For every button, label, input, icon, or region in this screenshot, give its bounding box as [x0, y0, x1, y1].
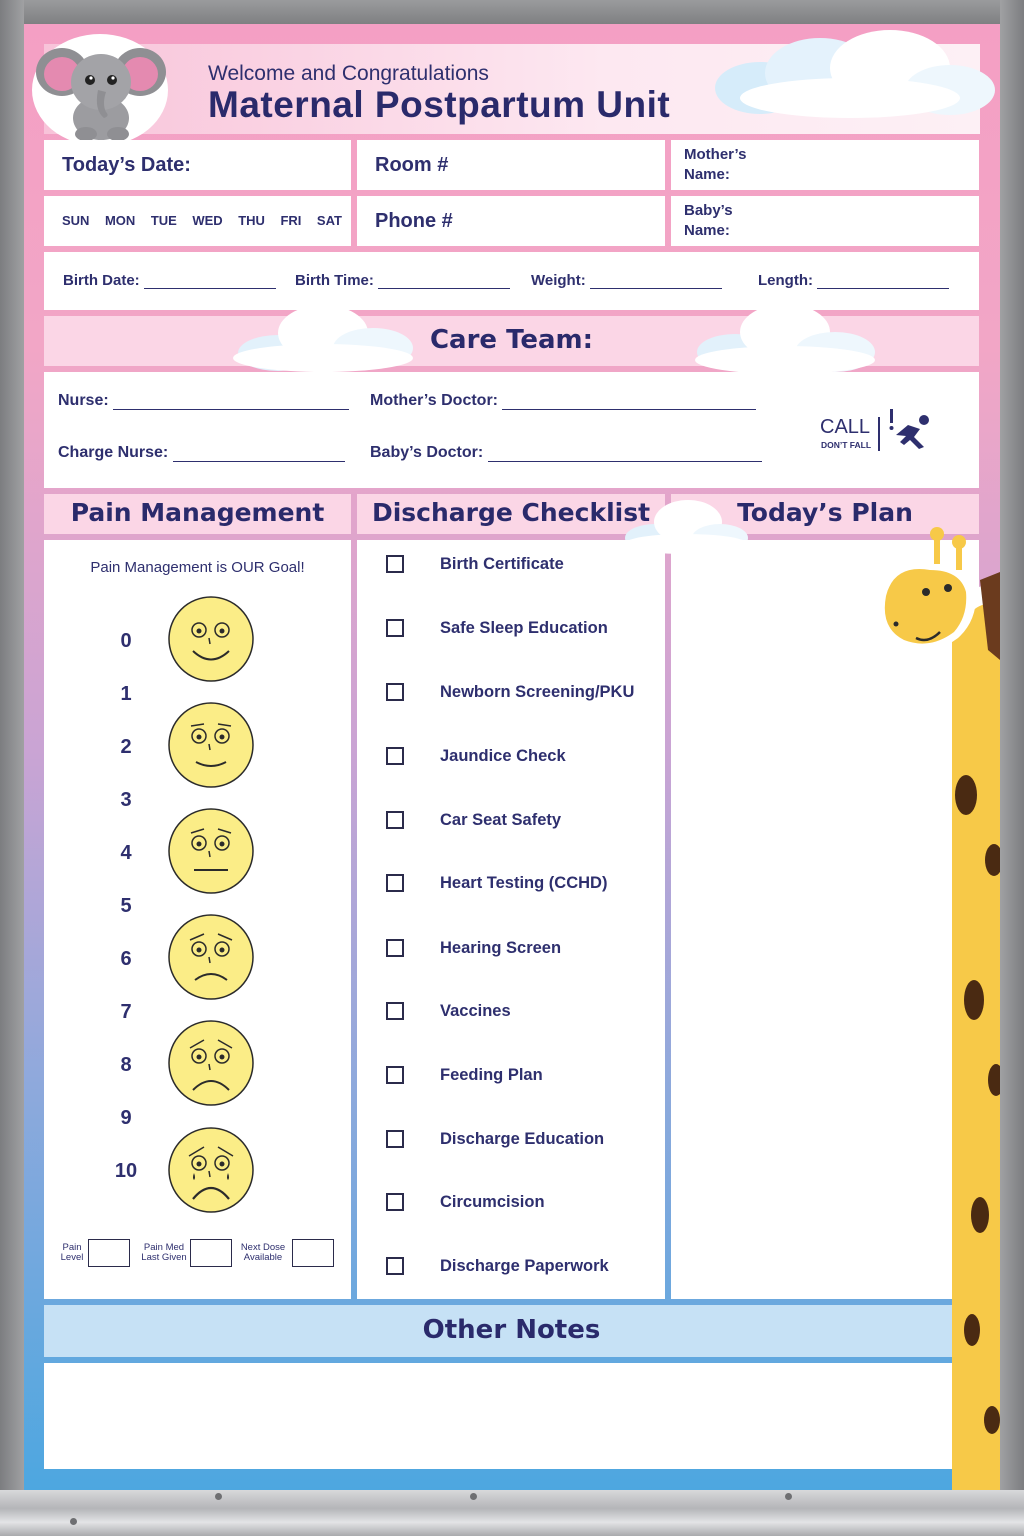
mothers-doctor-label: Mother’s Doctor:: [370, 392, 498, 409]
cloud-illustration: [228, 298, 418, 378]
other-notes-title: Other Notes: [422, 1315, 601, 1345]
baby-name-cell[interactable]: [671, 196, 979, 246]
marker-tray: [0, 1490, 1024, 1536]
day-tue[interactable]: TUE: [150, 213, 177, 228]
discharge-panel: [357, 540, 665, 1299]
plan-title: Today’s Plan: [737, 498, 913, 527]
room-label: Room #: [375, 154, 449, 176]
pain-level-0: 0: [120, 630, 132, 652]
weight-line[interactable]: [590, 273, 722, 289]
pain-level-5: 5: [120, 895, 132, 917]
check-label-discharge-paperwork: Discharge Paperwork: [440, 1257, 609, 1275]
checkbox-vaccines[interactable]: [386, 1002, 404, 1020]
cloud-illustration: [700, 28, 1000, 128]
next-dose-caption: Next Dose Available: [240, 1242, 286, 1263]
pain-level-6: 6: [120, 948, 132, 970]
board-frame-right: [1000, 0, 1024, 1536]
falling-person-icon: [884, 407, 934, 453]
pain-title: Pain Management: [70, 498, 325, 527]
weight-field[interactable]: [531, 272, 722, 289]
face-hurts-more-icon: [166, 806, 256, 896]
day-mon[interactable]: MON: [104, 213, 136, 228]
mothers-doctor-field[interactable]: [370, 392, 756, 410]
weight-label: Weight:: [531, 272, 586, 289]
checkbox-car-seat[interactable]: [386, 811, 404, 829]
length-field[interactable]: [758, 272, 949, 289]
badge-divider: [878, 417, 880, 451]
check-label-circumcision: Circumcision: [440, 1193, 545, 1211]
birth-time-field[interactable]: [295, 272, 510, 289]
pain-goal-text: Pain Management is OUR Goal!: [90, 559, 305, 576]
mother-name-cell[interactable]: [671, 140, 979, 190]
care-team-title: Care Team:: [429, 325, 594, 355]
pain-level-4: 4: [120, 842, 132, 864]
pain-med-box[interactable]: [190, 1239, 232, 1267]
board-frame-top: [0, 0, 1024, 24]
phone-label: Phone #: [375, 210, 453, 232]
check-label-newborn-screening: Newborn Screening/PKU: [440, 683, 635, 701]
babys-doctor-field[interactable]: [370, 444, 762, 462]
face-hurts-little-icon: [166, 700, 256, 790]
pain-level-caption: Pain Level: [60, 1242, 84, 1263]
face-hurts-worst-icon: [166, 1125, 256, 1215]
nurse-field[interactable]: [58, 392, 349, 410]
day-wed[interactable]: WED: [192, 213, 223, 228]
birth-time-label: Birth Time:: [295, 272, 374, 289]
face-hurts-whole-lot-icon: [166, 1018, 256, 1108]
pain-level-box[interactable]: [88, 1239, 130, 1267]
day-thu[interactable]: THU: [238, 213, 265, 228]
checkbox-heart-testing[interactable]: [386, 874, 404, 892]
call-dont-fall-badge: [818, 415, 938, 457]
room-cell[interactable]: [357, 140, 665, 190]
charge-nurse-field[interactable]: [58, 444, 345, 462]
check-label-heart-testing: Heart Testing (CCHD): [440, 874, 608, 892]
babys-doctor-line[interactable]: [488, 446, 762, 462]
pain-level-3: 3: [120, 789, 132, 811]
check-label-birth-certificate: Birth Certificate: [440, 555, 564, 573]
check-label-feeding-plan: Feeding Plan: [440, 1066, 543, 1084]
check-label-vaccines: Vaccines: [440, 1002, 511, 1020]
birth-date-line[interactable]: [144, 273, 276, 289]
todays-date-label: Today’s Date:: [62, 154, 191, 176]
next-dose-box[interactable]: [292, 1239, 334, 1267]
day-sat[interactable]: SAT: [316, 213, 342, 228]
check-label-safe-sleep: Safe Sleep Education: [440, 619, 608, 637]
welcome-text: Welcome and Congratulations: [208, 62, 489, 85]
babys-doctor-label: Baby’s Doctor:: [370, 444, 484, 461]
face-hurts-even-more-icon: [166, 912, 256, 1002]
cloud-illustration: [690, 300, 880, 380]
day-fri[interactable]: FRI: [280, 213, 302, 228]
charge-nurse-line[interactable]: [173, 446, 345, 462]
length-label: Length:: [758, 272, 813, 289]
phone-cell[interactable]: [357, 196, 665, 246]
checkbox-circumcision[interactable]: [386, 1193, 404, 1211]
pain-level-1: 1: [120, 683, 132, 705]
nurse-line[interactable]: [113, 394, 349, 410]
todays-date-cell[interactable]: [44, 140, 351, 190]
tray-screw: [785, 1493, 792, 1500]
call-text: CALL: [820, 416, 871, 438]
check-label-car-seat: Car Seat Safety: [440, 811, 562, 829]
mothers-doctor-line[interactable]: [502, 394, 756, 410]
day-sun[interactable]: SUN: [62, 213, 90, 228]
tray-screw: [470, 1493, 477, 1500]
checkbox-discharge-paperwork[interactable]: [386, 1257, 404, 1275]
checkbox-hearing[interactable]: [386, 939, 404, 957]
elephant-illustration: [28, 30, 178, 148]
tray-screw: [70, 1518, 77, 1525]
pain-level-8: 8: [120, 1054, 132, 1076]
check-label-jaundice: Jaundice Check: [440, 747, 566, 765]
checkbox-feeding-plan[interactable]: [386, 1066, 404, 1084]
check-label-hearing: Hearing Screen: [440, 939, 562, 957]
checkbox-birth-certificate[interactable]: [386, 555, 404, 573]
birth-date-field[interactable]: [63, 272, 276, 289]
pain-level-9: 9: [120, 1107, 132, 1129]
pain-level-7: 7: [120, 1001, 132, 1023]
giraffe-illustration: [868, 520, 1000, 1490]
checkbox-safe-sleep[interactable]: [386, 619, 404, 637]
charge-nurse-label: Charge Nurse:: [58, 444, 169, 461]
face-no-hurt-icon: [166, 594, 256, 684]
unit-title: Maternal Postpartum Unit: [208, 84, 671, 125]
checkbox-jaundice[interactable]: [386, 747, 404, 765]
check-label-discharge-education: Discharge Education: [440, 1130, 605, 1148]
checkbox-newborn-screening[interactable]: [386, 683, 404, 701]
weekday-selector: [62, 213, 342, 228]
nurse-label: Nurse:: [58, 392, 109, 409]
birth-date-label: Birth Date:: [63, 272, 140, 289]
other-notes-area[interactable]: [44, 1363, 979, 1469]
length-line[interactable]: [817, 273, 949, 289]
checkbox-discharge-education[interactable]: [386, 1130, 404, 1148]
board-frame-left: [0, 0, 24, 1536]
tray-screw: [215, 1493, 222, 1500]
baby-name-label: Baby’s Name:: [684, 202, 733, 239]
pain-level-2: 2: [120, 736, 132, 758]
pain-level-10: 10: [114, 1160, 138, 1182]
dont-fall-text: DON’T FALL: [821, 440, 872, 450]
discharge-title: Discharge Checklist: [371, 498, 651, 527]
mother-name-label: Mother’s Name:: [684, 146, 747, 183]
birth-time-line[interactable]: [378, 273, 510, 289]
pain-med-caption: Pain Med Last Given: [141, 1242, 187, 1263]
